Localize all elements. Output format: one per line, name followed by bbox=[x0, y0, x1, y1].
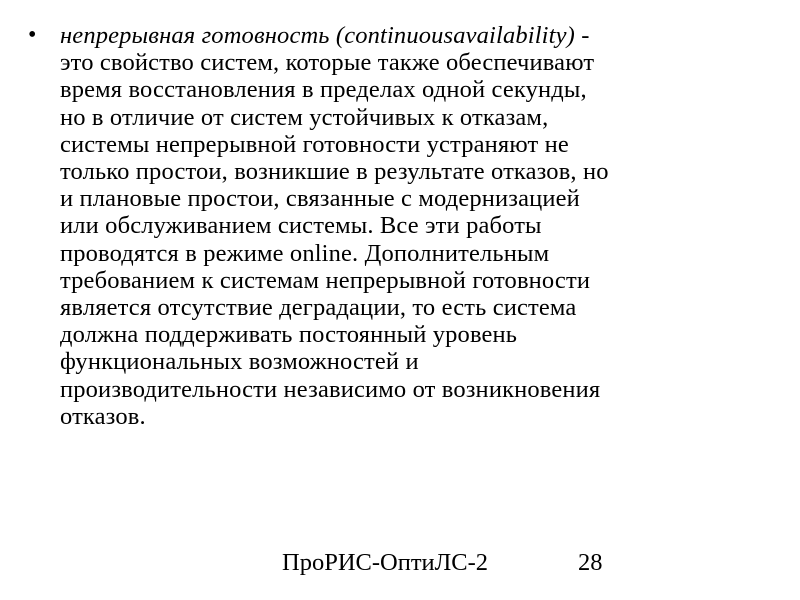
bullet-line: но в отличие от систем устойчивых к отказам, bbox=[60, 103, 549, 131]
term-heading: непрерывная готовность (continuousavailability) bbox=[60, 22, 575, 49]
bullet-line-first bbox=[60, 22, 760, 49]
bullet-line: только простои, возникшие в результате отказов, но bbox=[60, 158, 609, 186]
term-dash: - bbox=[574, 22, 590, 49]
bullet-line: функциональных возможностей и bbox=[60, 348, 419, 376]
bullet-line: производительности независимо от возникновения bbox=[60, 375, 601, 403]
bullet-text bbox=[60, 22, 760, 430]
page-number: 28 bbox=[578, 549, 603, 576]
bullet-line: отказов. bbox=[60, 402, 146, 430]
footer-title: ПроРИС-ОптиЛС-2 bbox=[282, 549, 489, 576]
bullet-line: или обслуживанием системы. Все эти работы bbox=[60, 212, 542, 240]
bullet-line: и плановые простои, связанные с модернизацией bbox=[60, 185, 580, 213]
bullet-line: проводятся в режиме online. Дополнительным bbox=[60, 239, 550, 267]
bullet-line: системы непрерывной готовности устраняют не bbox=[60, 130, 569, 158]
bullet-line: требованием к системам непрерывной готовности bbox=[60, 266, 591, 294]
bullet-line: является отсутствие деградации, то есть система bbox=[60, 294, 577, 322]
bullet-icon: • bbox=[28, 22, 37, 48]
bullet-line: время восстановления в пределах одной секунды, bbox=[60, 76, 587, 104]
bullet-line: это свойство систем, которые также обеспечивают bbox=[60, 49, 595, 77]
bullet-line: должна поддерживать постоянный уровень bbox=[60, 321, 518, 349]
